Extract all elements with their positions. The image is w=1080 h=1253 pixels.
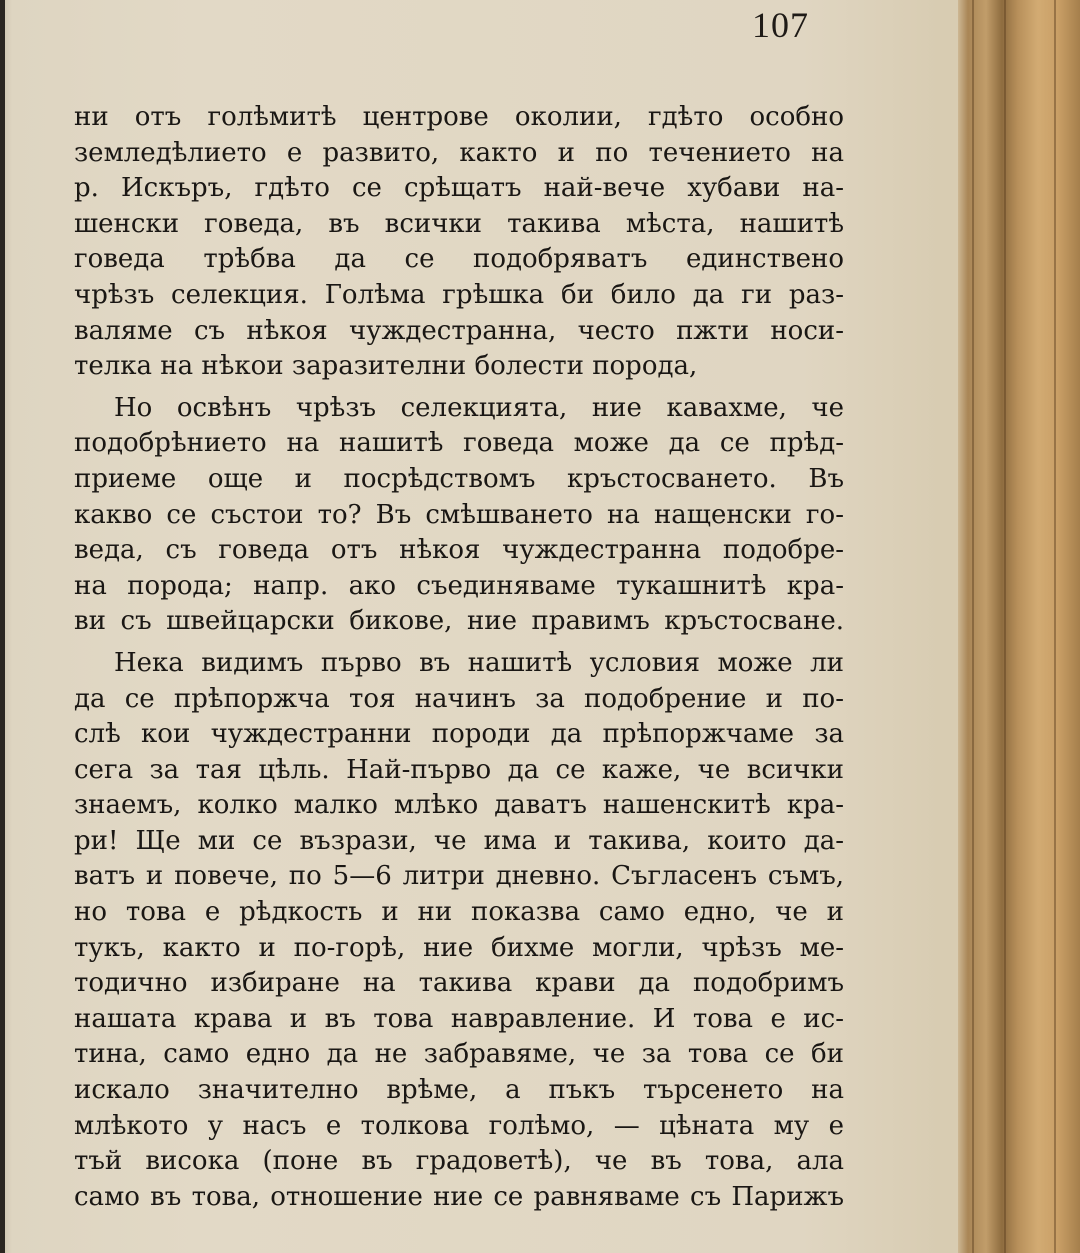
text-line: шенски говеда, въ всички такива мѣста, нашитѣ [74,208,844,239]
text-line: слѣ кои чуждестранни породи да прѣпоржчаме за [74,719,844,750]
spine-shadow-line [1054,0,1056,1253]
text-line: земледѣлието е развито, както и по течението на [74,137,844,168]
text-line: ви съ швейцарски бикове, ние правимъ кръстосване. [74,606,844,637]
body-text [74,100,844,1215]
text-line: Но освѣнъ чрѣзъ селекцията, ние кавахме, че [114,392,844,423]
text-line: чрѣзъ селекция. Голѣма грѣшка би било да ги раз- [74,279,844,310]
paragraph [74,100,844,385]
book-spine-edge [958,0,1080,1253]
paragraph [74,391,844,640]
page-number: 107 [752,5,809,45]
text-line: знаемъ, колко малко млѣко даватъ нашенскитѣ кра- [74,790,844,821]
text-line: р. Искъръ, гдѣто се срѣщатъ най-вече хубави на- [74,173,844,204]
text-line: но това е рѣдкость и ни показва само едно, че и [74,897,844,928]
text-line: валяме съ нѣкоя чуждестранна, често пжти носи- [74,315,844,346]
text-line: Нека видимъ първо въ нашитѣ условия може ли [114,647,844,678]
text-line: ватъ и повече, по 5—6 литри дневно. Съгласенъ съмъ, [74,861,844,892]
text-line: искало значително врѣме, а пъкъ търсенето на [74,1075,844,1106]
text-line: говеда трѣбва да се подобряватъ единствено [74,244,844,275]
text-line: ри! Ще ми се възрази, че има и такива, които да- [74,825,844,856]
spine-shadow-line [1004,0,1006,1253]
text-line: какво се състои то? Въ смѣшването на нащенски го- [74,499,844,530]
spine-shadow-line [972,0,974,1253]
text-line: тъй висока (поне въ градоветѣ), че въ това, ала [74,1146,844,1177]
page-left-edge [0,0,5,1253]
text-line: на порода; напр. ако съединяваме тукашнитѣ кра- [74,570,844,601]
text-line: тина, само едно да не забравяме, че за това се би [74,1039,844,1070]
text-line: ни отъ голѣмитѣ центрове околии, гдѣто особно [74,102,844,132]
text-line: млѣкото у насъ е толкова голѣмо, — цѣната му е [74,1110,844,1141]
text-line: да се прѣпоржча тоя начинъ за подобрение и по- [74,683,844,714]
text-line: веда, съ говеда отъ нѣкоя чуждестранна подобре- [74,535,844,566]
text-line: тукъ, както и по-горѣ, ние бихме могли, чрѣзъ ме- [74,932,844,963]
paragraph [74,646,844,1216]
text-line: приеме още и посрѣдствомъ кръстосването. Въ [74,463,844,494]
text-line: сега за тая цѣль. Най-първо да се каже, че всички [74,754,844,785]
text-line: телка на нѣкои заразителни болести порода, [74,351,698,382]
text-line: нашата крава и въ това навравление. И това е ис- [74,1003,844,1034]
text-line: само въ това, отношение ние се равняваме съ Парижъ [74,1181,844,1212]
text-line: тодично избиране на такива крави да подобримъ [74,968,844,999]
text-line: подобрѣнието на нашитѣ говеда може да се прѣд- [74,428,844,459]
